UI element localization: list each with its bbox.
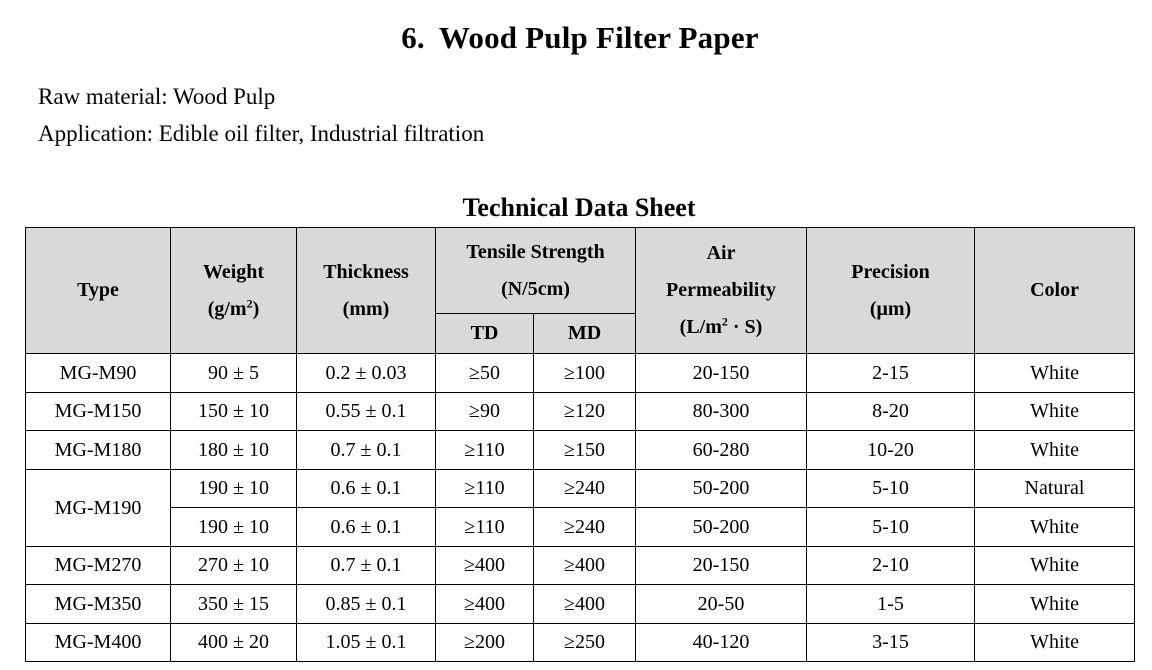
cell-md: ≥100 — [534, 354, 636, 393]
cell-type: MG-M400 — [26, 623, 171, 662]
cell-color: White — [975, 585, 1135, 624]
header-tensile-unit: (N/5cm) — [501, 277, 570, 300]
technical-data-table — [25, 227, 1135, 662]
header-precision — [807, 228, 975, 354]
header-thickness — [297, 228, 436, 354]
header-thickness-label: Thickness — [323, 260, 409, 283]
section-number: 6. — [401, 20, 425, 55]
header-weight — [171, 228, 297, 354]
header-tensile-strength — [436, 228, 636, 314]
table-header — [26, 228, 1135, 354]
cell-thickness: 0.2 ± 0.03 — [297, 354, 436, 393]
cell-precision: 10-20 — [807, 431, 975, 470]
cell-md: ≥240 — [534, 508, 636, 547]
cell-precision: 2-10 — [807, 546, 975, 585]
cell-weight: 90 ± 5 — [171, 354, 297, 393]
cell-precision: 1-5 — [807, 585, 975, 624]
technical-data-sheet-title: Technical Data Sheet — [462, 193, 696, 222]
cell-md: ≥400 — [534, 546, 636, 585]
header-md: MD — [534, 314, 636, 354]
table-row — [26, 585, 1135, 624]
cell-thickness: 0.85 ± 0.1 — [297, 585, 436, 624]
cell-td: ≥200 — [436, 623, 534, 662]
cell-thickness: 0.7 ± 0.1 — [297, 546, 436, 585]
cell-td: ≥110 — [436, 431, 534, 470]
cell-color: White — [975, 354, 1135, 393]
cell-td: ≥110 — [436, 469, 534, 508]
table-row — [26, 546, 1135, 585]
cell-air-permeability: 60-280 — [636, 431, 807, 470]
raw-material-line: Raw material: Wood Pulp — [38, 84, 276, 109]
header-air-label: Air — [706, 242, 736, 264]
cell-type: MG-M190 — [26, 469, 171, 546]
cell-md: ≥250 — [534, 623, 636, 662]
table-row — [26, 354, 1135, 393]
cell-td: ≥110 — [436, 508, 534, 547]
cell-weight: 150 ± 10 — [171, 392, 297, 431]
cell-td: ≥50 — [436, 354, 534, 393]
header-weight-label: Weight — [202, 260, 265, 283]
cell-air-permeability: 50-200 — [636, 469, 807, 508]
section-title: Wood Pulp Filter Paper — [438, 20, 759, 55]
cell-precision: 5-10 — [807, 469, 975, 508]
cell-air-permeability: 80-300 — [636, 392, 807, 431]
header-tensile-label: Tensile Strength — [466, 240, 605, 263]
cell-weight: 190 ± 10 — [171, 469, 297, 508]
header-row-1 — [26, 228, 1135, 314]
header-type-label: Type — [77, 279, 119, 301]
cell-thickness: 1.05 ± 0.1 — [297, 623, 436, 662]
cell-type: MG-M180 — [26, 431, 171, 470]
cell-color: White — [975, 392, 1135, 431]
cell-thickness: 0.6 ± 0.1 — [297, 469, 436, 508]
cell-thickness: 0.6 ± 0.1 — [297, 508, 436, 547]
cell-td: ≥400 — [436, 585, 534, 624]
cell-color: Natural — [975, 469, 1135, 508]
cell-color: White — [975, 623, 1135, 662]
cell-color: White — [975, 546, 1135, 585]
table-row — [26, 431, 1135, 470]
cell-type: MG-M150 — [26, 392, 171, 431]
cell-weight: 270 ± 10 — [171, 546, 297, 585]
cell-air-permeability: 40-120 — [636, 623, 807, 662]
cell-color: White — [975, 508, 1135, 547]
cell-air-permeability: 20-150 — [636, 546, 807, 585]
cell-color: White — [975, 431, 1135, 470]
header-td: TD — [436, 314, 534, 354]
cell-weight: 180 ± 10 — [171, 431, 297, 470]
cell-type: MG-M350 — [26, 585, 171, 624]
cell-md: ≥240 — [534, 469, 636, 508]
cell-type: MG-M90 — [26, 354, 171, 393]
header-precision-label: Precision — [851, 260, 930, 283]
header-air-unit: $(L/m^2 \cdot S)$ — [679, 314, 763, 338]
cell-weight: 400 ± 20 — [171, 623, 297, 662]
header-precision-unit: (μm) — [869, 297, 912, 320]
header-permeability-label: Permeability — [666, 279, 776, 301]
cell-td: ≥90 — [436, 392, 534, 431]
table-row — [26, 469, 1135, 508]
cell-md: ≥120 — [534, 392, 636, 431]
cell-precision: 8-20 — [807, 392, 975, 431]
header-weight-unit: $(g/m^2)$ — [207, 295, 260, 320]
header-type — [26, 228, 171, 354]
cell-weight: 350 ± 15 — [171, 585, 297, 624]
cell-air-permeability: 20-150 — [636, 354, 807, 393]
table-body — [26, 354, 1135, 662]
cell-precision: 2-15 — [807, 354, 975, 393]
cell-md: ≥400 — [534, 585, 636, 624]
cell-md: ≥150 — [534, 431, 636, 470]
cell-weight: 190 ± 10 — [171, 508, 297, 547]
section-heading — [0, 20, 1152, 56]
cell-type: MG-M270 — [26, 546, 171, 585]
cell-precision: 3-15 — [807, 623, 975, 662]
table-row — [26, 508, 1135, 547]
cell-precision: 5-10 — [807, 508, 975, 547]
cell-td: ≥400 — [436, 546, 534, 585]
cell-air-permeability: 50-200 — [636, 508, 807, 547]
table-row — [26, 623, 1135, 662]
table-row — [26, 392, 1135, 431]
cell-thickness: 0.7 ± 0.1 — [297, 431, 436, 470]
cell-thickness: 0.55 ± 0.1 — [297, 392, 436, 431]
header-air-permeability — [636, 228, 807, 354]
header-color-label: Color — [1030, 279, 1079, 301]
header-thickness-unit: (mm) — [342, 297, 390, 320]
application-line: Application: Edible oil filter, Industrial filtration — [38, 121, 485, 146]
cell-air-permeability: 20-50 — [636, 585, 807, 624]
header-color — [975, 228, 1135, 354]
